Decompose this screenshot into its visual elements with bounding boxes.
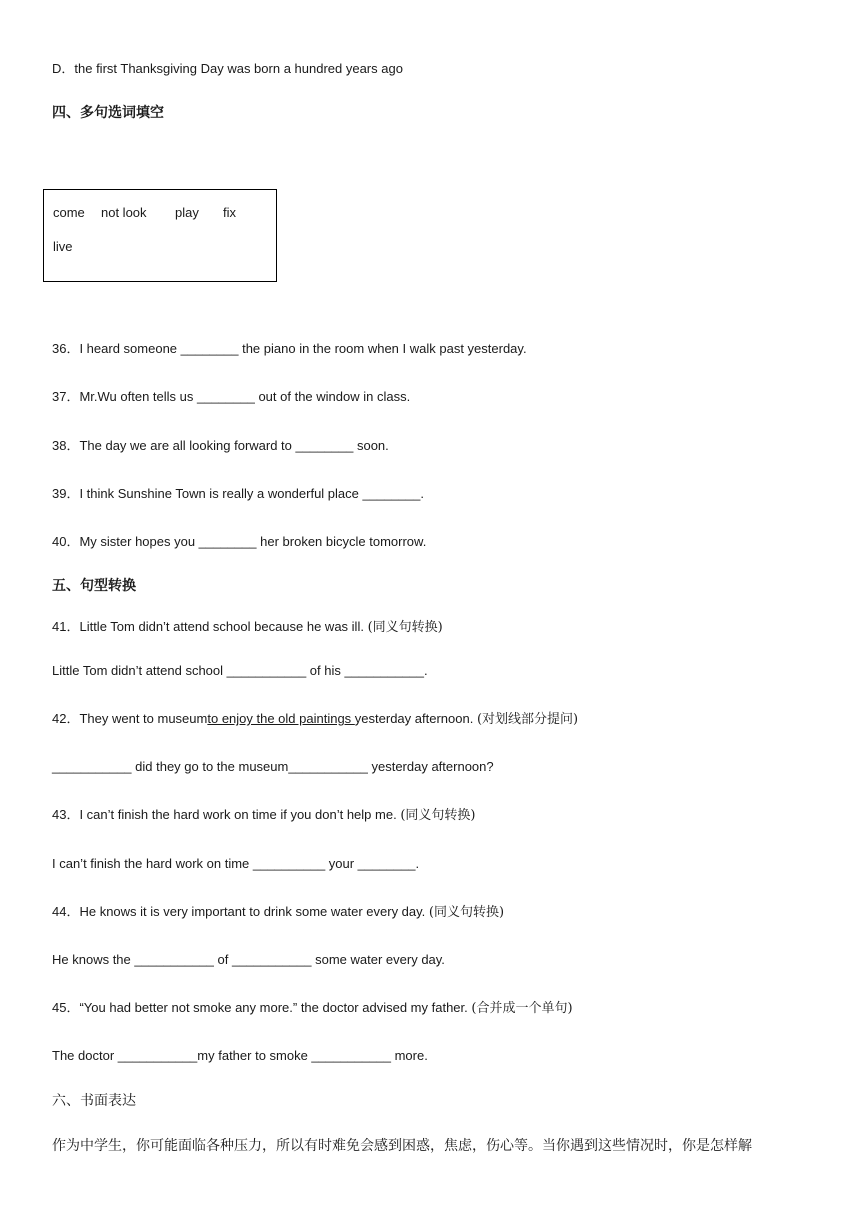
question-40: 40．My sister hopes you ________ her broken bicycle tomorrow. [52,534,427,549]
question-45 [52,999,573,1018]
question-42 [52,710,578,729]
answer-45: The doctor ___________my father to smoke ___________ more. [52,1048,428,1063]
question-39: 39．I think Sunshine Town is really a wonderful place ________. [52,486,424,501]
question-43 [52,806,475,825]
question-note: (对划线部分提问) [476,712,579,727]
question-36: 36．I heard someone ________ the piano in the room when I walk past yesterday. [52,341,527,356]
word-option: come [53,205,85,220]
question-41 [52,618,443,637]
question-prompt: 44．He knows it is very important to drink some water every day. [52,904,426,919]
question-38: 38．The day we are all looking forward to ________ soon. [52,438,389,453]
question-prompt: 45．“You had better not smoke any more.” the doctor advised my father. [52,1000,468,1015]
question-prompt-end: yesterday afternoon. [354,711,474,726]
question-note: (合并成一个单句) [471,1001,573,1016]
word-box [43,189,277,282]
essay-prompt: 作为中学生，你可能面临各种压力，所以有时难免会感到困惑，焦虑，伤心等。当你遇到这些情况时，你是怎样解 [52,1138,752,1154]
question-37: 37．Mr.Wu often tells us ________ out of the window in class. [52,389,411,404]
question-prompt: 43．I can’t finish the hard work on time if you don’t help me. [52,807,397,822]
question-note: (同义句转换) [367,620,443,635]
word-option: play [175,205,199,220]
word-option: live [53,239,73,254]
answer-41: Little Tom didn’t attend school ___________ of his ___________. [52,663,428,678]
answer-44: He knows the ___________ of ___________ some water every day. [52,952,445,967]
word-option: fix [223,205,236,220]
section-6-title: 六、书面表达 [52,1093,136,1109]
answer-43: I can’t finish the hard work on time __________ your ________. [52,856,420,871]
question-note: (同义句转换) [428,905,505,920]
question-note: (同义句转换) [400,808,476,823]
question-44 [52,903,504,922]
question-prompt: 42．They went to museum [52,711,208,726]
section-5-title: 五、句型转换 [52,578,136,594]
option-d: D．the first Thanksgiving Day was born a hundred years ago [52,61,403,76]
word-option: not look [101,205,147,220]
underlined-phrase: to enjoy the old paintings [207,711,355,726]
section-4-title: 四、多句选词填空 [52,105,164,121]
question-prompt: 41．Little Tom didn’t attend school because he was ill. [52,619,364,634]
answer-42: ___________ did they go to the museum___________ yesterday afternoon? [52,759,494,774]
